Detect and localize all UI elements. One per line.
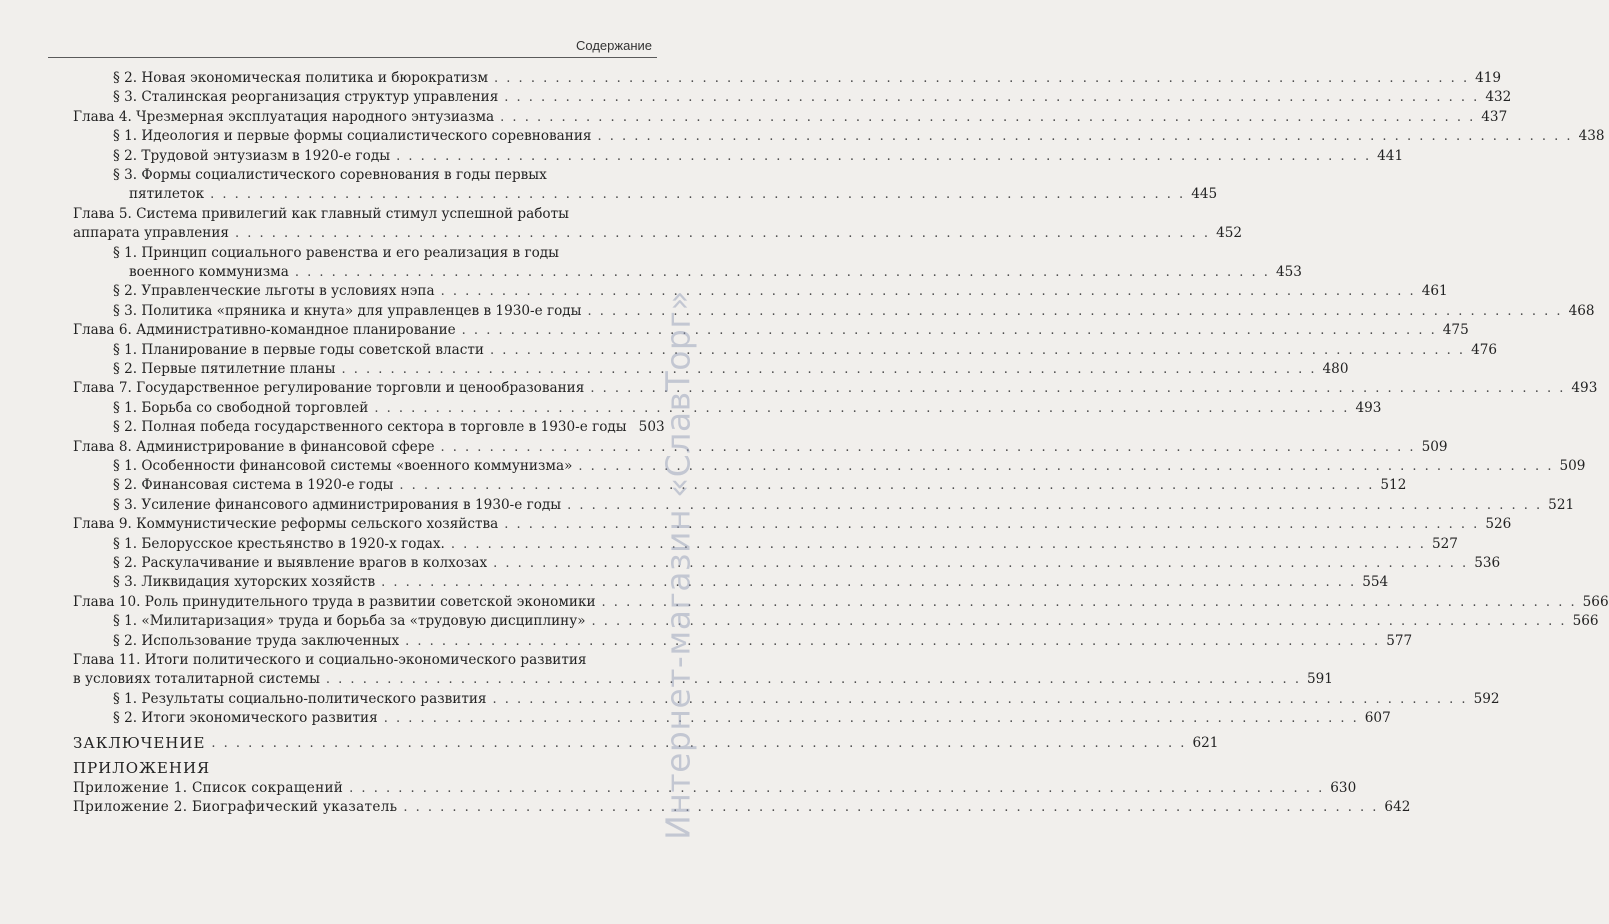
dot-leader: . . . . . . . . . . . . . . . . . . . . . . . . . . . . . . . . . . . . . . . . . . . . . . . . . . . . . . . . . . . . . . . . . . . . . . . . . . . . . . . . — [450, 536, 1426, 552]
toc-page-number: 527 — [1431, 535, 1458, 552]
toc-part-heading: ПРИЛОЖЕНИЯ — [73, 758, 211, 777]
toc-page-number: 521 — [1548, 496, 1575, 513]
toc-entry-title: Глава 5. Система привилегий как главный стимул успешной работы — [73, 205, 569, 222]
toc-page-number: 437 — [1481, 108, 1508, 125]
toc-page-number: 461 — [1421, 283, 1448, 300]
toc-page-number: 526 — [1485, 516, 1512, 533]
toc-entry-title: § 2. Новая экономическая политика и бюрократизм — [113, 70, 489, 86]
toc-page-number: 432 — [1485, 89, 1512, 106]
toc-entry-title: § 1. Идеология и первые формы социалистического соревнования — [113, 128, 592, 145]
toc-line — [113, 610, 1599, 630]
toc-page-number: 475 — [1442, 322, 1469, 339]
toc-page-number: 468 — [1568, 302, 1595, 319]
toc-line — [113, 707, 1391, 727]
toc-line — [73, 591, 1609, 611]
toc-line — [73, 436, 1448, 456]
toc-line — [73, 222, 1243, 242]
toc-entry-title: Глава 11. Итоги политического и социально-экономического развития — [73, 652, 587, 668]
toc-line — [113, 145, 1404, 165]
toc-entry-title: § 1. Результаты социально-политического развития — [113, 690, 487, 707]
toc-line — [73, 319, 1469, 339]
toc-page-number: 493 — [1355, 399, 1382, 416]
watermark — [655, 235, 700, 895]
dot-leader: . . . . . . . . . . . . . . . . . . . . . . . . . . . . . . . . . . . . . . . . . . . . . . . . . . . . . . . . . . . . . . . . . . . . . . . . . . . . . . . . — [461, 323, 1437, 339]
toc-entry-title: Глава 10. Роль принудительного труда в развитии советской экономики — [73, 593, 596, 610]
toc-page-number: 509 — [1559, 458, 1586, 474]
dot-leader: . . . . . . . . . . . . . . . . . . . . . . . . . . . . . . . . . . . . . . . . . . . . . . . . . . . . . . . . . . . . . . . . . . . . . . . . . . . . . . . . — [590, 381, 1566, 397]
dot-leader: . . . . . . . . . . . . . . . . . . . . . . . . . . . . . . . . . . . . . . . . . . . . . . . . . . . . . . . . . . . . . . . . . . . . . . . . . . . . . . . . — [494, 71, 1470, 86]
running-header: Содержание — [576, 38, 652, 53]
dot-leader: . . . . . . . . . . . . . . . . . . . . . . . . . . . . . . . . . . . . . . . . . . . . . . . . . . . . . . . . . . . . . . . . . . . . . . . . . . . . . . . . — [341, 362, 1317, 377]
toc-line — [113, 688, 1500, 708]
toc-line — [73, 668, 1333, 688]
toc-page-number: 621 — [1192, 735, 1219, 752]
toc-line — [113, 416, 665, 436]
toc-entry-title: Глава 9. Коммунистические реформы сельского хозяйства — [73, 516, 499, 533]
toc-page-number: 453 — [1275, 264, 1302, 280]
dot-leader: . . . . . . . . . . . . . . . . . . . . . . . . . . . . . . . . . . . . . . . . . . . . . . . . . . . . . . . . . . . . . . . . . . . . . . . . . . . . . . . . — [381, 575, 1357, 591]
toc-entry-title: § 1. Принцип социального равенства и его реализация в годы — [113, 244, 559, 261]
toc-line — [113, 164, 657, 184]
dot-leader: . . . . . . . . . . . . . . . . . . . . . . . . . . . . . . . . . . . . . . . . . . . . . . . . . . . . . . . . . . . . . . . . . . . . . . . . . . . . . . . . — [601, 594, 1577, 610]
toc-entry-title: в условиях тоталитарной системы — [73, 671, 320, 688]
toc-line — [73, 203, 657, 223]
toc-page-number: 509 — [1421, 438, 1448, 455]
dot-leader: . . . . . . . . . . . . . . . . . . . . . . . . . . . . . . . . . . . . . . . . . . . . . . . . . . . . . . . . . . . . . . . . . . . . . . . . . . . . . . . . — [587, 303, 1563, 319]
dot-leader: . . . . . . . . . . . . . . . . . . . . . . . . . . . . . . . . . . . . . . . . . . . . . . . . . . . . . . . . . . . . . . . . . . . . . . . . . . . . . . . . — [504, 90, 1480, 106]
toc-line — [113, 474, 1407, 494]
toc-line — [129, 261, 1302, 281]
dot-leader: . . . . . . . . . . . . . . . . . . . . . . . . . . . . . . . . . . . . . . . . . . . . . . . . . . . . . . . . . . . . . . . . . . . . . . . . . . . . . . . . — [492, 691, 1468, 707]
dot-leader: . . . . . . . . . . . . . . . . . . . . . . . . . . . . . . . . . . . . . . . . . . . . . . . . . . . . . . . . . . . . . . . . . . . . . . . . . . . . . . . . — [396, 148, 1372, 164]
watermark-text: Интернет-магазин «СлавТорг» — [658, 290, 697, 840]
toc-entry-title: § 1. Белорусское крестьянство в 1920-х годах. — [113, 535, 445, 552]
toc-line — [113, 86, 1512, 106]
toc-page-number: 577 — [1386, 632, 1413, 649]
toc-page-number: 493 — [1571, 380, 1598, 397]
toc-entry-title: § 2. Первые пятилетние планы — [113, 361, 336, 377]
toc-line — [113, 533, 1458, 553]
toc-entry-title: Глава 8. Администрирование в финансовой сфере — [73, 438, 435, 455]
dot-leader: . . . . . . . . . . . . . . . . . . . . . . . . . . . . . . . . . . . . . . . . . . . . . . . . . . . . . . . . . . . . . . . . . . . . . . . . . . . . . . . . — [325, 672, 1301, 688]
toc-line — [113, 242, 657, 262]
dot-leader: . . . . . . . . . . . . . . . . . . . . . . . . . . . . . . . . . . . . . . . . . . . . . . . . . . . . . . . . . . . . . . . . . . . . . . . . . . . . . . . . — [504, 517, 1480, 533]
toc-entry-title: Приложение 2. Биографический указатель — [73, 799, 398, 816]
toc-line — [73, 377, 1598, 397]
toc-page-number: 607 — [1364, 710, 1391, 727]
dot-leader: . . . . . . . . . . . . . . . . . . . . . . . . . . . . . . . . . . . . . . . . . . . . . . . . . . . . . . . . . . . . . . . . . . . . . . . . . . . . . . . . — [591, 614, 1567, 630]
toc-line — [113, 397, 1382, 417]
toc-page-number: 566 — [1582, 593, 1609, 610]
toc-entry-title: § 3. Сталинская реорганизация структур управления — [113, 89, 499, 106]
toc-entry-title: § 2. Управленческие льготы в условиях нэпа — [113, 283, 435, 300]
dot-leader: . . . . . . . . . . . . . . . . . . . . . . . . . . . . . . . . . . . . . . . . . . . . . . . . . . . . . . . . . . . . . . . . . . . . . . . . . . . . . . . . — [234, 226, 1211, 242]
dot-leader: . . . . . . . . . . . . . . . . . . . . . . . . . . . . . . . . . . . . . . . . . . . . . . . . . . . . . . . . . . . . . . . . . . . . . . . . . . . . . . . . — [440, 439, 1416, 455]
toc-page-number: 630 — [1330, 780, 1357, 797]
dot-leader: . . . . . . . . . . . . . . . . . . . . . . . . . . . . . . . . . . . . . . . . . . . . . . . . . . . . . . . . . . . . . . . . . . . . . . . . . . . . . . . . — [403, 800, 1379, 816]
toc-entry-title: § 2. Полная победа государственного сектора в торговле в 1930-е годы — [113, 419, 627, 436]
toc-page-number: 438 — [1578, 128, 1605, 145]
toc-page-number: 592 — [1473, 690, 1500, 707]
toc-line — [73, 732, 1219, 753]
toc-entry-title: § 2. Раскулачивание и выявление врагов в колхозах — [113, 555, 488, 571]
toc-line — [113, 571, 1389, 591]
dot-leader: . . . . . . . . . . . . . . . . . . . . . . . . . . . . . . . . . . . . . . . . . . . . . . . . . . . . . . . . . . . . . . . . . . . . . . . . . . . . . . . . — [405, 633, 1381, 649]
toc-page-number: 476 — [1471, 341, 1498, 358]
toc-line — [113, 630, 1413, 650]
toc-line — [113, 358, 1349, 378]
toc-line — [129, 183, 1218, 203]
toc-line — [113, 455, 1586, 475]
dot-leader: . . . . . . . . . . . . . . . . . . . . . . . . . . . . . . . . . . . . . . . . . . . . . . . . . . . . . . . . . . . . . . . . . . . . . . . . . . . . . . . . — [294, 265, 1270, 280]
toc-entry-title: Глава 7. Государственное регулирование торговли и ценообразования — [73, 380, 585, 397]
toc-line — [73, 649, 657, 669]
dot-leader: . . . . . . . . . . . . . . . . . . . . . . . . . . . . . . . . . . . . . . . . . . . . . . . . . . . . . . . . . . . . . . . . . . . . . . . . . . . . . . . . — [440, 284, 1416, 300]
toc-entry-title: § 2. Трудовой энтузиазм в 1920-е годы — [113, 147, 391, 164]
toc-entry-title: Глава 6. Административно-командное планирование — [73, 322, 456, 339]
toc-entry-title: § 1. «Милитаризация» труда и борьба за «трудовую дисциплину» — [113, 613, 586, 630]
dot-leader: . . . . . . . . . . . . . . . . . . . . . . . . . . . . . . . . . . . . . . . . . . . . . . . . . . . . . . . . . . . . . . . . . . . . . . . . . . . . . . . . — [349, 781, 1325, 797]
toc-entry-title: Глава 4. Чрезмерная эксплуатация народного энтузиазма — [73, 108, 495, 125]
dot-leader: . . . . . . . . . . . . . . . . . . . . . . . . . . . . . . . . . . . . . . . . . . . . . . . . . . . . . . . . . . . . . . . . . . . . . . . . . . . . . . . . — [493, 556, 1469, 571]
toc-line — [73, 796, 1411, 816]
toc-line — [73, 513, 1512, 533]
toc-entry-title: § 2. Использование труда заключенных — [113, 632, 400, 649]
toc-page-number: 445 — [1191, 186, 1218, 203]
toc-line — [73, 106, 1508, 126]
toc-entry-title: § 3. Ликвидация хуторских хозяйств — [113, 574, 376, 591]
dot-leader: . . . . . . . . . . . . . . . . . . . . . . . . . . . . . . . . . . . . . . . . . . . . . . . . . . . . . . . . . . . . . . . . . . . . . . . . . . . . . . . . — [567, 497, 1543, 513]
toc-entry-title: § 1. Особенности финансовой системы «военного коммунизма» — [113, 458, 573, 474]
toc-entry-title: § 3. Формы социалистического соревнования в годы первых — [113, 167, 547, 183]
dot-leader: . . . . . . . . . . . . . . . . . . . . . . . . . . . . . . . . . . . . . . . . . . . . . . . . . . . . . . . . . . . . . . . . . . . . . . . . . . . . . . . . — [500, 109, 1476, 125]
dot-leader: . . . . . . . . . . . . . . . . . . . . . . . . . . . . . . . . . . . . . . . . . . . . . . . . . . . . . . . . . . . . . . . . . . . . . . . . . . . . . . . . — [578, 459, 1554, 474]
toc-entry-title: § 2. Финансовая система в 1920-е годы — [113, 477, 394, 494]
toc-page-number: 419 — [1475, 70, 1502, 86]
toc-line — [113, 552, 1501, 572]
toc-page-number: 480 — [1322, 361, 1349, 377]
toc-page-number: 503 — [638, 419, 665, 436]
toc-line — [113, 494, 1575, 514]
toc-entry-title: § 1. Планирование в первые годы советской власти — [113, 341, 484, 358]
dot-leader: . . . . . . . . . . . . . . . . . . . . . . . . . . . . . . . . . . . . . . . . . . . . . . . . . . . . . . . . . . . . . . . . . . . . . . . . . . . . . . . . — [489, 342, 1466, 358]
toc-page-number: 591 — [1307, 671, 1333, 688]
toc-entry-title: § 2. Итоги экономического развития — [113, 710, 378, 727]
toc-line — [73, 777, 1357, 797]
toc-entry-title: военного коммунизма — [129, 264, 289, 280]
dot-leader: . . . . . . . . . . . . . . . . . . . . . . . . . . . . . . . . . . . . . . . . . . . . . . . . . . . . . . . . . . . . . . . . . . . . . . . . . . . . . . . . — [383, 711, 1359, 727]
toc-page-number: 452 — [1216, 225, 1243, 242]
dot-leader: . . . . . . . . . . . . . . . . . . . . . . . . . . . . . . . . . . . . . . . . . . . . . . . . . . . . . . . . . . . . . . . . . . . . . . . . . . . . . . . . — [374, 400, 1350, 416]
toc-entry-title: § 1. Борьба со свободной торговлей — [113, 399, 369, 416]
toc-entry-title: аппарата управления — [73, 225, 229, 242]
toc-page-number: 642 — [1384, 799, 1411, 816]
toc-page-number: 441 — [1377, 147, 1404, 164]
toc-entry-title: § 3. Усиление финансового администрирования в 1930-е годы — [113, 496, 562, 513]
toc-entry-title: § 3. Политика «пряника и кнута» для управленцев в 1930-е годы — [113, 302, 582, 319]
toc-entry-title: пятилеток — [129, 186, 205, 203]
toc-entry-title: ЗАКЛЮЧЕНИЕ — [73, 734, 206, 753]
toc-line — [113, 339, 1498, 359]
toc-line — [113, 67, 1502, 87]
toc-page-number: 566 — [1572, 613, 1599, 630]
toc-page-number: 512 — [1380, 477, 1407, 494]
dot-leader: . . . . . . . . . . . . . . . . . . . . . . . . . . . . . . . . . . . . . . . . . . . . . . . . . . . . . . . . . . . . . . . . . . . . . . . . . . . . . . . . — [399, 478, 1375, 494]
toc-entry-title: Приложение 1. Список сокращений — [73, 780, 344, 797]
toc-line — [113, 125, 1605, 145]
dot-leader: . . . . . . . . . . . . . . . . . . . . . . . . . . . . . . . . . . . . . . . . . . . . . . . . . . . . . . . . . . . . . . . . . . . . . . . . . . . . . . . . — [597, 129, 1573, 145]
toc-page-number: 536 — [1474, 555, 1501, 571]
toc-page-number: 554 — [1362, 574, 1389, 591]
dot-leader: . . . . . . . . . . . . . . . . . . . . . . . . . . . . . . . . . . . . . . . . . . . . . . . . . . . . . . . . . . . . . . . . . . . . . . . . . . . . . . . . — [211, 736, 1187, 752]
dot-leader: . . . . . . . . . . . . . . . . . . . . . . . . . . . . . . . . . . . . . . . . . . . . . . . . . . . . . . . . . . . . . . . . . . . . . . . . . . . . . . . . — [210, 187, 1186, 203]
toc-line — [113, 280, 1448, 300]
toc-line — [113, 300, 1595, 320]
